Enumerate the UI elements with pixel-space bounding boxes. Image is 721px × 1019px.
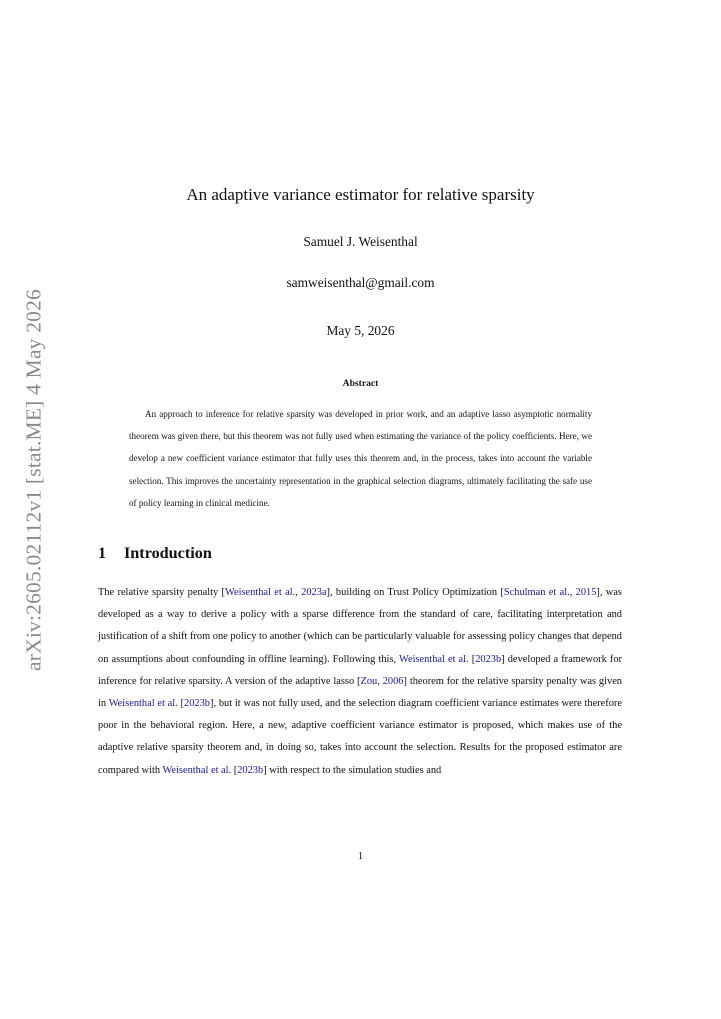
citation-link[interactable]: Weisenthal et al. bbox=[398, 653, 469, 665]
citation-link[interactable]: 2023a bbox=[301, 587, 327, 598]
paragraph-text: [ bbox=[231, 764, 238, 776]
citation-link[interactable]: Zou bbox=[360, 675, 378, 687]
abstract-text: An approach to inference for relative sparsity was developed in prior work, and an adaptive lasso asymptotic normality theorem was given there, but this theorem was not fully used when estimating the variance of the policy coefficients. Here, we develop a new coefficient variance estimator that fully uses this theorem and, in the process, takes into account the variable selection. This improves the uncertainty representation in the graphical selection diagrams, ultimately facilitating the safe use of policy learning in clinical medicine. bbox=[129, 409, 592, 508]
paper-title: An adaptive variance estimator for relative sparsity bbox=[186, 185, 535, 204]
paragraph-text: [ bbox=[468, 653, 476, 665]
paragraph-text: , bbox=[377, 675, 383, 687]
arxiv-identifier-stamp: arXiv:2605.02112v1 [stat.ME] 4 May 2026 bbox=[21, 288, 46, 672]
author-name: Samuel J. Weisenthal bbox=[303, 234, 418, 249]
citation-link[interactable]: Weisenthal et al. bbox=[162, 764, 232, 776]
paragraph-text: ], was developed as a way to derive a policy with a sparse difference from the standard of care, facilitating interpretation and justification of a shift from one policy to another (which can be particularly valuable for assessing policy changes that depend on assumptions about confounding in offline learning). Following this, bbox=[98, 587, 622, 665]
author-email: samweisenthal@gmail.com bbox=[286, 275, 435, 290]
paragraph-text: ] developed a framework for inference for relative sparsity. A version of the adaptive lasso [ bbox=[98, 653, 622, 687]
introduction-paragraph bbox=[98, 582, 622, 782]
page-number: 1 bbox=[357, 851, 364, 862]
citation-link[interactable]: 2023b bbox=[475, 653, 502, 665]
citation-link[interactable]: 2023b bbox=[184, 698, 210, 710]
paper-date: May 5, 2026 bbox=[326, 323, 395, 338]
paragraph-text: The relative sparsity penalty [ bbox=[98, 587, 226, 598]
paragraph-text: ] theorem for the relative sparsity penalty was given in bbox=[98, 675, 622, 710]
section-number: 1 bbox=[98, 544, 107, 562]
abstract-heading: Abstract bbox=[342, 378, 379, 389]
paragraph-text: ], building on Trust Policy Optimization [ bbox=[326, 587, 504, 598]
citation-link[interactable]: Weisenthal et al. bbox=[108, 698, 178, 710]
citation-link[interactable]: 2006 bbox=[382, 675, 404, 687]
citation-link[interactable]: 2023b bbox=[237, 764, 264, 776]
citation-link[interactable]: Weisenthal et al. bbox=[225, 587, 296, 598]
paragraph-text: , bbox=[295, 587, 302, 598]
citation-link[interactable]: 2015 bbox=[575, 587, 597, 598]
section-heading-introduction bbox=[98, 544, 212, 563]
paragraph-text: [ bbox=[177, 698, 185, 710]
citation-link[interactable]: Schulman et al. bbox=[503, 587, 570, 598]
section-title: Introduction bbox=[124, 544, 212, 562]
paragraph-text: ], but it was not fully used, and the selection diagram coefficient variance estimates were therefore poor in the behavioral region. Here, a new, adaptive coefficient variance estimator is proposed, which makes use of the adaptive relative sparsity theorem and, in doing so, takes into account the selection. Results for the proposed estimator are compared with bbox=[98, 698, 623, 776]
paragraph-text: , bbox=[569, 587, 576, 598]
paragraph-text: ] with respect to the simulation studies and bbox=[263, 764, 442, 776]
